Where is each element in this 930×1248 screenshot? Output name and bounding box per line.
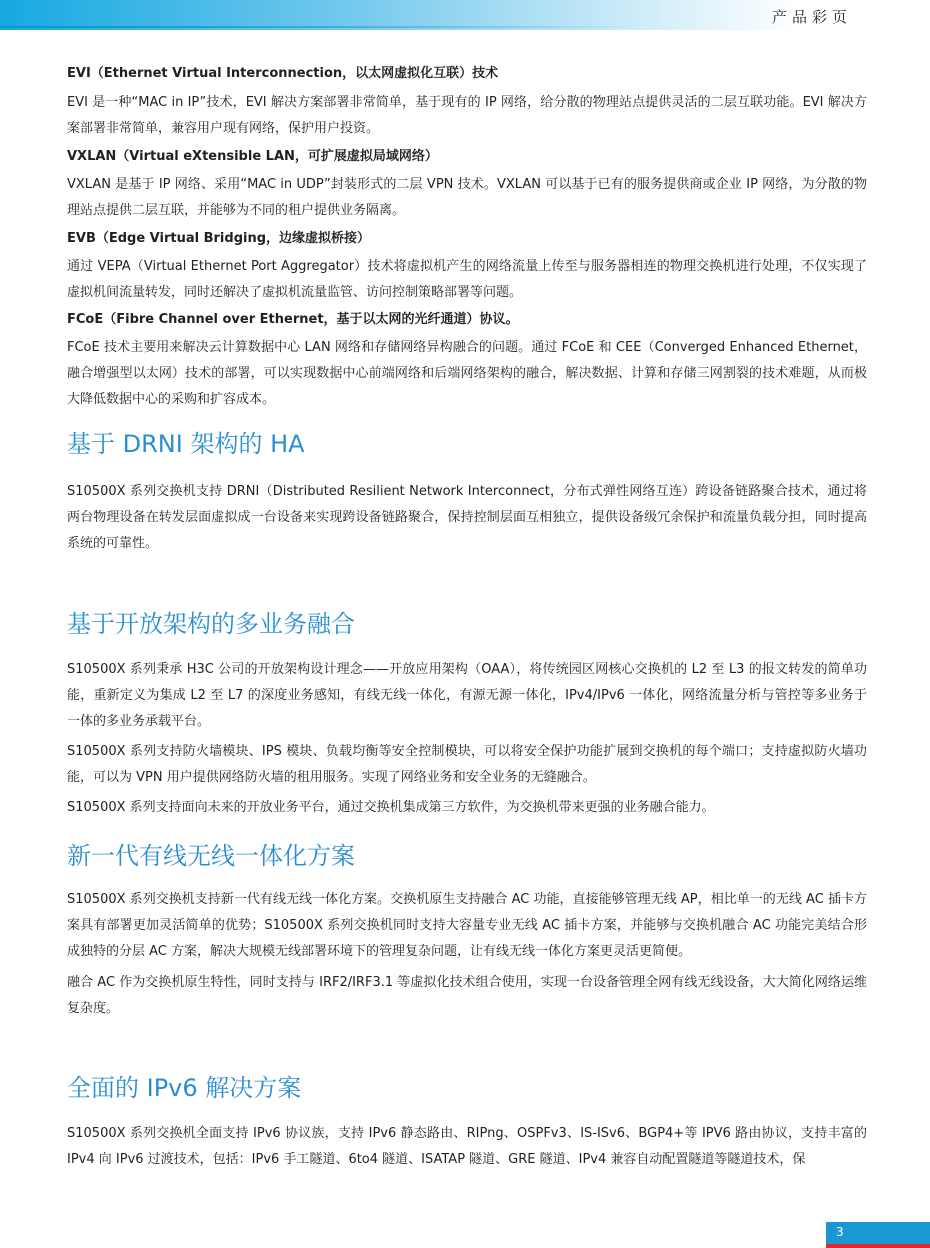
section-title-wireless: 新一代有线无线一体化方案 — [67, 842, 355, 870]
vxlan-body: VXLAN 是基于 IP 网络、采用“MAC in UDP”封装形式的二层 VPN 技术。VXLAN 可以基于已有的服务提供商或企业 IP 网络，为分散的物理站点提供二层互联，并能够为不同的租户提供业务隔离。 — [67, 177, 867, 218]
open-paragraph-1: S10500X 系列秉承 H3C 公司的开放架构设计理念——开放应用架构（OAA），将传统园区网核心交换机的 L2 至 L3 的报文转发的简单功能，重新定义为集成 L2 至 L7 的深度业务感知，有线无线一体化，有源无源一体化，IPv4/IPv6 一体化，网络流量分析与管控等多业务于一体的多业务承载平台。 — [67, 662, 867, 729]
open-paragraph-2: S10500X 系列支持防火墙模块、IPS 模块、负载均衡等安全控制模块，可以将安全保护功能扩展到交换机的每个端口；支持虚拟防火墙功能，可以为 VPN 用户提供网络防火墙的租用服务。实现了网络业务和安全业务的无缝融合。 — [67, 744, 867, 785]
vxlan-heading: VXLAN（Virtual eXtensible LAN，可扩展虚拟局域网络） — [67, 149, 438, 164]
fcoe-heading: FCoE（Fibre Channel over Ethernet，基于以太网的光纤通道）协议。 — [67, 312, 519, 327]
page-number: 3 — [836, 1225, 844, 1239]
page-number-red-bar — [826, 1244, 930, 1248]
evi-body: EVI 是一种“MAC in IP”技术，EVI 解决方案部署非常简单，基于现有的 IP 网络，给分散的物理站点提供灵活的二层互联功能。EVI 解决方案部署非常简单，兼容用户现有网络，保护用户投资。 — [67, 95, 867, 136]
ipv6-paragraph: S10500X 系列交换机全面支持 IPv6 协议族，支持 IPv6 静态路由、RIPng、OSPFv3、IS-ISv6、BGP4+等 IPV6 路由协议，支持丰富的 IPv4 向 IPv6 过渡技术，包括：IPv6 手工隧道、6to4 隧道、ISATAP 隧道、GRE 隧道、IPv4 兼容自动配置隧道等隧道技术，保 — [67, 1126, 867, 1167]
drni-paragraph: S10500X 系列交换机支持 DRNI（Distributed Resilient Network Interconnect，分布式弹性网络互连）跨设备链路聚合技术，通过将两台物理设备在转发层面虚拟成一台设备来实现跨设备链路聚合，保持控制层面互相独立，提供设备级冗余保护和流量负载分担，同时提高系统的可靠性。 — [67, 484, 867, 551]
evb-heading: EVB（Edge Virtual Bridging，边缘虚拟桥接） — [67, 231, 371, 246]
section-title-open-architecture: 基于开放架构的多业务融合 — [67, 610, 355, 638]
header-rule — [0, 26, 640, 28]
header-title: 产品彩页 — [771, 8, 852, 26]
evb-body: 通过 VEPA（Virtual Ethernet Port Aggregator）技术将虚拟机产生的网络流量上传至与服务器相连的物理交换机进行处理，不仅实现了虚拟机间流量转发，同时还解决了虚拟机流量监管、访问控制策略部署等问题。 — [67, 259, 867, 300]
evi-heading: EVI（Ethernet Virtual Interconnection，以太网虚拟化互联）技术 — [67, 66, 499, 81]
page-number-box — [826, 1222, 930, 1248]
wireless-paragraph-2: 融合 AC 作为交换机原生特性，同时支持与 IRF2/IRF3.1 等虚拟化技术组合使用，实现一台设备管理全网有线无线设备，大大简化网络运维复杂度。 — [67, 975, 867, 1016]
fcoe-body: FCoE 技术主要用来解决云计算数据中心 LAN 网络和存储网络异构融合的问题。通过 FCoE 和 CEE（Converged Enhanced Ethernet，融合增强型以太网）技术的部署，可以实现数据中心前端网络和后端网络架构的融合，解决数据、计算和存储三网割裂的技术难题，从而极大降低数据中心的采购和扩容成本。 — [67, 340, 867, 407]
section-title-ipv6: 全面的 IPv6 解决方案 — [67, 1074, 302, 1102]
section-title-drni: 基于 DRNI 架构的 HA — [67, 430, 305, 458]
open-paragraph-3: S10500X 系列支持面向未来的开放业务平台，通过交换机集成第三方软件，为交换机带来更强的业务融合能力。 — [67, 800, 715, 815]
wireless-paragraph-1: S10500X 系列交换机支持新一代有线无线一体化方案。交换机原生支持融合 AC 功能，直接能够管理无线 AP，相比单一的无线 AC 插卡方案具有部署更加灵活简单的优势；S10500X 系列交换机同时支持大容量专业无线 AC 插卡方案，并能够与交换机融合 AC 功能完美结合形成独特的分层 AC 方案，解决大规模无线部署环境下的管理复杂问题，让有线无线一体化方案更灵活更简便。 — [67, 892, 867, 959]
